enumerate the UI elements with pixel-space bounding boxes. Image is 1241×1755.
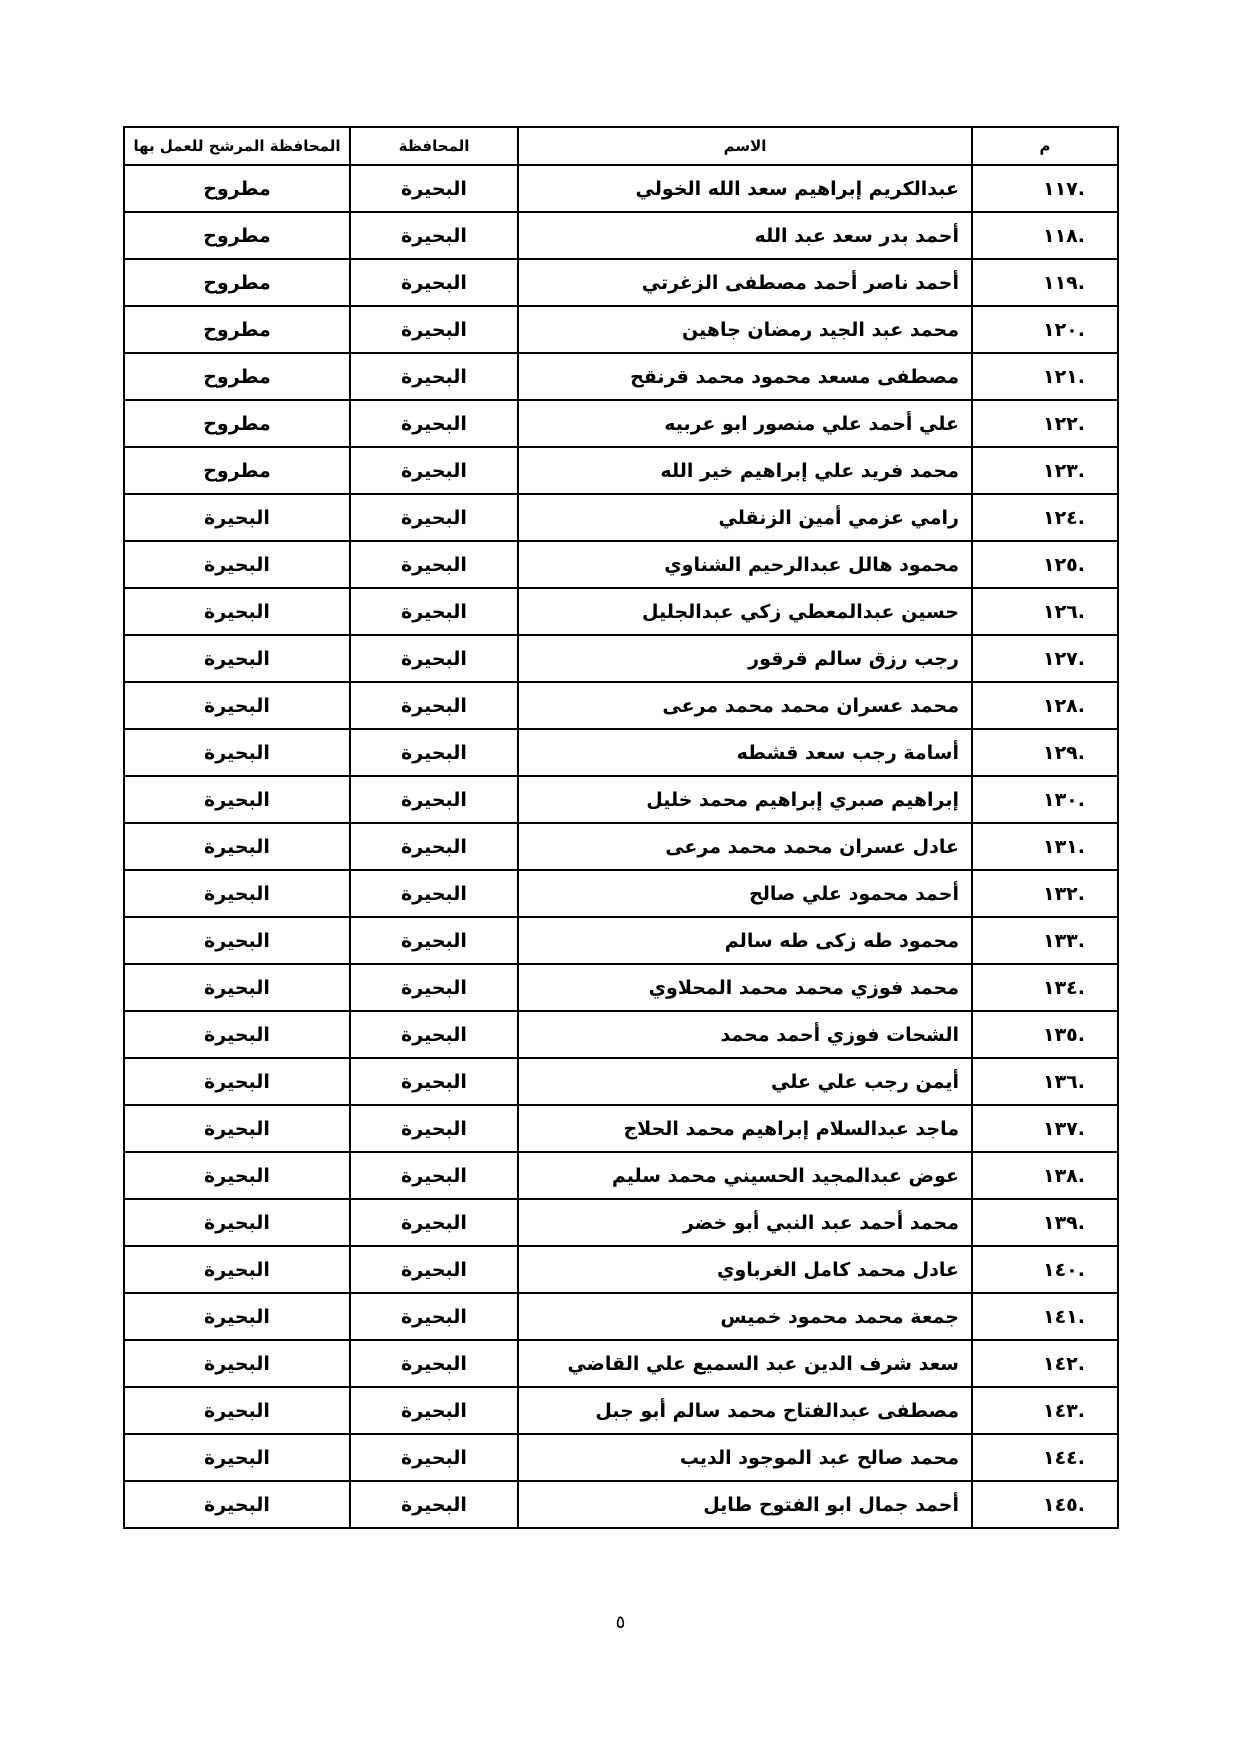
row-governorate-cell: البحيرة	[350, 541, 518, 588]
row-governorate-cell: البحيرة	[350, 823, 518, 870]
table-row	[124, 306, 1118, 353]
row-assigned-governorate-cell: البحيرة	[124, 1481, 350, 1528]
row-assigned-governorate-cell: البحيرة	[124, 729, 350, 776]
row-name-cell: إبراهيم صبري إبراهيم محمد خليل	[518, 776, 972, 823]
row-number-cell: .١٢٧	[972, 635, 1118, 682]
row-governorate-cell: البحيرة	[350, 1481, 518, 1528]
table-row	[124, 823, 1118, 870]
table-row	[124, 1058, 1118, 1105]
row-assigned-governorate-cell: مطروح	[124, 400, 350, 447]
table-row	[124, 635, 1118, 682]
row-assigned-governorate-cell: البحيرة	[124, 1434, 350, 1481]
row-number-cell: .١٤٠	[972, 1246, 1118, 1293]
row-governorate-cell: البحيرة	[350, 259, 518, 306]
row-name-cell: عادل عسران محمد محمد مرعى	[518, 823, 972, 870]
row-governorate-cell: البحيرة	[350, 1387, 518, 1434]
row-name-cell: أحمد ناصر أحمد مصطفى الزغرتي	[518, 259, 972, 306]
table-row	[124, 1340, 1118, 1387]
row-assigned-governorate-cell: مطروح	[124, 306, 350, 353]
page-number: ٥	[615, 1612, 626, 1633]
row-name-cell: أحمد جمال ابو الفتوح طايل	[518, 1481, 972, 1528]
row-assigned-governorate-cell: البحيرة	[124, 1011, 350, 1058]
row-governorate-cell: البحيرة	[350, 1011, 518, 1058]
row-number-cell: .١٢٠	[972, 306, 1118, 353]
table-row	[124, 1246, 1118, 1293]
table-row	[124, 1105, 1118, 1152]
row-name-cell: محمد صالح عبد الموجود الديب	[518, 1434, 972, 1481]
row-number-cell: .١٣٩	[972, 1199, 1118, 1246]
row-governorate-cell: البحيرة	[350, 1152, 518, 1199]
table-row	[124, 917, 1118, 964]
row-governorate-cell: البحيرة	[350, 729, 518, 776]
row-governorate-cell: البحيرة	[350, 776, 518, 823]
row-governorate-cell: البحيرة	[350, 1293, 518, 1340]
row-name-cell: محمد عبد الجيد رمضان جاهين	[518, 306, 972, 353]
row-assigned-governorate-cell: البحيرة	[124, 1152, 350, 1199]
table-row	[124, 1293, 1118, 1340]
row-governorate-cell: البحيرة	[350, 447, 518, 494]
header-governorate: المحافظة	[350, 127, 518, 165]
row-governorate-cell: البحيرة	[350, 870, 518, 917]
row-number-cell: .١٣١	[972, 823, 1118, 870]
row-number-cell: .١١٩	[972, 259, 1118, 306]
row-assigned-governorate-cell: البحيرة	[124, 776, 350, 823]
row-name-cell: ماجد عبدالسلام إبراهيم محمد الحلاج	[518, 1105, 972, 1152]
row-assigned-governorate-cell: البحيرة	[124, 1058, 350, 1105]
row-number-cell: .١٢٥	[972, 541, 1118, 588]
row-assigned-governorate-cell: البحيرة	[124, 494, 350, 541]
row-assigned-governorate-cell: البحيرة	[124, 1293, 350, 1340]
header-name: الاسم	[518, 127, 972, 165]
row-governorate-cell: البحيرة	[350, 1199, 518, 1246]
row-assigned-governorate-cell: البحيرة	[124, 1340, 350, 1387]
table-row	[124, 259, 1118, 306]
table-row	[124, 447, 1118, 494]
row-governorate-cell: البحيرة	[350, 682, 518, 729]
row-assigned-governorate-cell: مطروح	[124, 165, 350, 212]
row-assigned-governorate-cell: البحيرة	[124, 682, 350, 729]
table-row	[124, 1434, 1118, 1481]
row-number-cell: .١٢٣	[972, 447, 1118, 494]
row-number-cell: .١٣٨	[972, 1152, 1118, 1199]
table-body	[124, 165, 1118, 1528]
row-assigned-governorate-cell: البحيرة	[124, 823, 350, 870]
row-number-cell: .١٤٣	[972, 1387, 1118, 1434]
row-name-cell: أحمد بدر سعد عبد الله	[518, 212, 972, 259]
row-name-cell: محمود طه زكى طه سالم	[518, 917, 972, 964]
row-name-cell: رجب رزق سالم قرقور	[518, 635, 972, 682]
table-row	[124, 494, 1118, 541]
row-number-cell: .١٢٩	[972, 729, 1118, 776]
row-number-cell: .١٢٨	[972, 682, 1118, 729]
row-number-cell: .١٣٠	[972, 776, 1118, 823]
row-governorate-cell: البحيرة	[350, 212, 518, 259]
row-governorate-cell: البحيرة	[350, 306, 518, 353]
candidates-table	[123, 126, 1119, 1529]
table-row	[124, 400, 1118, 447]
row-governorate-cell: البحيرة	[350, 1105, 518, 1152]
row-assigned-governorate-cell: مطروح	[124, 259, 350, 306]
row-number-cell: .١٤١	[972, 1293, 1118, 1340]
table-row	[124, 1011, 1118, 1058]
row-name-cell: عادل محمد كامل الغرباوي	[518, 1246, 972, 1293]
row-assigned-governorate-cell: البحيرة	[124, 1105, 350, 1152]
header-assigned-governorate: المحافظة المرشح للعمل بها	[124, 127, 350, 165]
table-row	[124, 541, 1118, 588]
row-assigned-governorate-cell: مطروح	[124, 447, 350, 494]
row-governorate-cell: البحيرة	[350, 494, 518, 541]
table-row	[124, 729, 1118, 776]
row-name-cell: محمد أحمد عبد النبي أبو خضر	[518, 1199, 972, 1246]
table-row	[124, 353, 1118, 400]
table-header-row	[124, 127, 1118, 165]
row-name-cell: محمد فريد علي إبراهيم خير الله	[518, 447, 972, 494]
row-name-cell: محمود هالل عبدالرحيم الشناوي	[518, 541, 972, 588]
row-name-cell: محمد عسران محمد محمد مرعى	[518, 682, 972, 729]
row-governorate-cell: البحيرة	[350, 1434, 518, 1481]
row-governorate-cell: البحيرة	[350, 1340, 518, 1387]
row-assigned-governorate-cell: البحيرة	[124, 1246, 350, 1293]
row-assigned-governorate-cell: البحيرة	[124, 870, 350, 917]
table-row	[124, 870, 1118, 917]
row-name-cell: مصطفى عبدالفتاح محمد سالم أبو جبل	[518, 1387, 972, 1434]
row-number-cell: .١١٧	[972, 165, 1118, 212]
row-name-cell: حسين عبدالمعطي زكي عبدالجليل	[518, 588, 972, 635]
row-name-cell: عوض عبدالمجيد الحسيني محمد سليم	[518, 1152, 972, 1199]
row-name-cell: أسامة رجب سعد قشطه	[518, 729, 972, 776]
row-number-cell: .١٣٢	[972, 870, 1118, 917]
table-row	[124, 1152, 1118, 1199]
row-governorate-cell: البحيرة	[350, 964, 518, 1011]
row-name-cell: رامي عزمي أمين الزنقلي	[518, 494, 972, 541]
row-governorate-cell: البحيرة	[350, 635, 518, 682]
row-governorate-cell: البحيرة	[350, 588, 518, 635]
row-governorate-cell: البحيرة	[350, 400, 518, 447]
row-governorate-cell: البحيرة	[350, 1058, 518, 1105]
row-governorate-cell: البحيرة	[350, 917, 518, 964]
table-row	[124, 682, 1118, 729]
row-number-cell: .١٤٤	[972, 1434, 1118, 1481]
row-name-cell: أحمد محمود علي صالح	[518, 870, 972, 917]
row-name-cell: سعد شرف الدين عبد السميع علي القاضي	[518, 1340, 972, 1387]
table-row	[124, 1199, 1118, 1246]
row-governorate-cell: البحيرة	[350, 353, 518, 400]
document-sheet	[123, 126, 1117, 1529]
table-row	[124, 776, 1118, 823]
row-assigned-governorate-cell: البحيرة	[124, 964, 350, 1011]
row-assigned-governorate-cell: مطروح	[124, 212, 350, 259]
row-number-cell: .١٢٦	[972, 588, 1118, 635]
row-number-cell: .١٢١	[972, 353, 1118, 400]
row-name-cell: جمعة محمد محمود خميس	[518, 1293, 972, 1340]
row-number-cell: .١٣٤	[972, 964, 1118, 1011]
row-number-cell: .١٤٢	[972, 1340, 1118, 1387]
table-row	[124, 1481, 1118, 1528]
row-assigned-governorate-cell: البحيرة	[124, 917, 350, 964]
row-name-cell: الشحات فوزي أحمد محمد	[518, 1011, 972, 1058]
row-name-cell: أيمن رجب علي علي	[518, 1058, 972, 1105]
row-number-cell: .١٣٧	[972, 1105, 1118, 1152]
row-number-cell: .١٣٥	[972, 1011, 1118, 1058]
row-name-cell: عبدالكريم إبراهيم سعد الله الخولي	[518, 165, 972, 212]
row-governorate-cell: البحيرة	[350, 165, 518, 212]
table-row	[124, 212, 1118, 259]
row-assigned-governorate-cell: البحيرة	[124, 635, 350, 682]
row-assigned-governorate-cell: البحيرة	[124, 588, 350, 635]
row-assigned-governorate-cell: البحيرة	[124, 1387, 350, 1434]
row-name-cell: مصطفى مسعد محمود محمد قرنقح	[518, 353, 972, 400]
row-name-cell: علي أحمد علي منصور ابو عربيه	[518, 400, 972, 447]
row-number-cell: .١٢٤	[972, 494, 1118, 541]
table-row	[124, 588, 1118, 635]
table-row	[124, 165, 1118, 212]
table-row	[124, 964, 1118, 1011]
row-number-cell: .١١٨	[972, 212, 1118, 259]
header-number: م	[972, 127, 1118, 165]
row-number-cell: .١٣٣	[972, 917, 1118, 964]
row-number-cell: .١٣٦	[972, 1058, 1118, 1105]
row-number-cell: .١٤٥	[972, 1481, 1118, 1528]
row-name-cell: محمد فوزي محمد محمد المحلاوي	[518, 964, 972, 1011]
table-row	[124, 1387, 1118, 1434]
row-assigned-governorate-cell: البحيرة	[124, 1199, 350, 1246]
row-number-cell: .١٢٢	[972, 400, 1118, 447]
row-governorate-cell: البحيرة	[350, 1246, 518, 1293]
row-assigned-governorate-cell: مطروح	[124, 353, 350, 400]
row-assigned-governorate-cell: البحيرة	[124, 541, 350, 588]
